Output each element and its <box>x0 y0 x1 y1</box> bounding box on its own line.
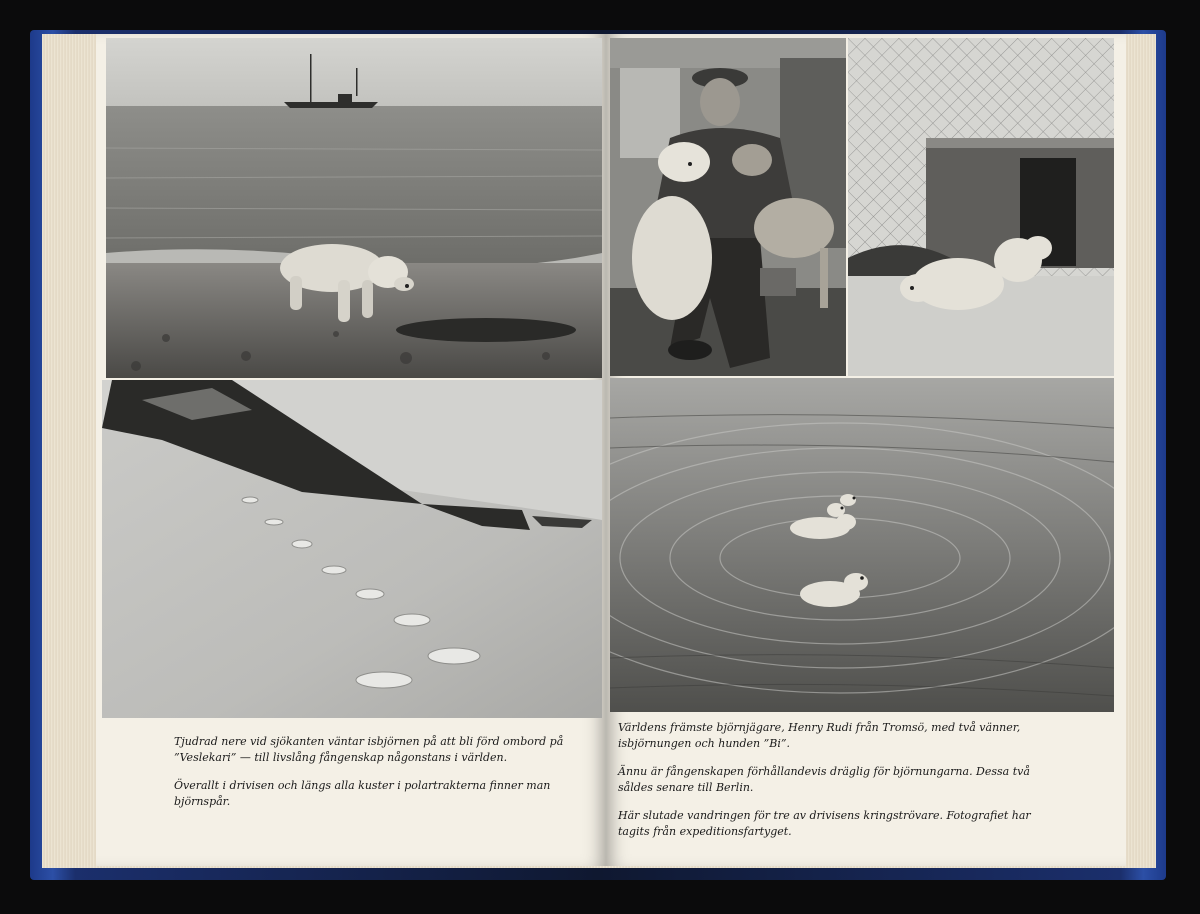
photo-bear-cub-shore <box>106 38 602 378</box>
caption-bears-swimming: Här slutade vandringen för tre av drivisens kringströvare. Fotografiet har tagits från expeditionsfartyget. <box>618 809 1031 838</box>
photo-bears-swimming <box>610 378 1114 712</box>
right-captions <box>618 720 1058 852</box>
caption-bear-tracks: Överallt i drivisen och längs alla kuster i polartrakterna finner man björnspår. <box>174 779 551 808</box>
caption-henry-rudi: Världens främste björnjägare, Henry Rudi från Tromsö, med två vänner, isbjörnungen och hunden ”Bi”. <box>618 721 1021 750</box>
left-captions <box>174 734 584 822</box>
caption-cubs-captivity: Ännu är fångenskapen förhållandevis dräglig för björnungarna. Dessa två såldes senare till Berlin. <box>618 765 1030 794</box>
photo-bear-tracks-snow <box>102 380 602 718</box>
right-page <box>606 34 1126 866</box>
photo-cubs-in-enclosure <box>848 38 1114 376</box>
caption-bear-ashore: Tjudrad nere vid sjökanten väntar isbjörnen på att bli förd ombord på ”Veslekari” — till livslång fångenskap någonstans i världen. <box>174 735 564 764</box>
photo-hunter-with-cub-and-dog <box>610 38 846 376</box>
left-page <box>96 34 606 866</box>
